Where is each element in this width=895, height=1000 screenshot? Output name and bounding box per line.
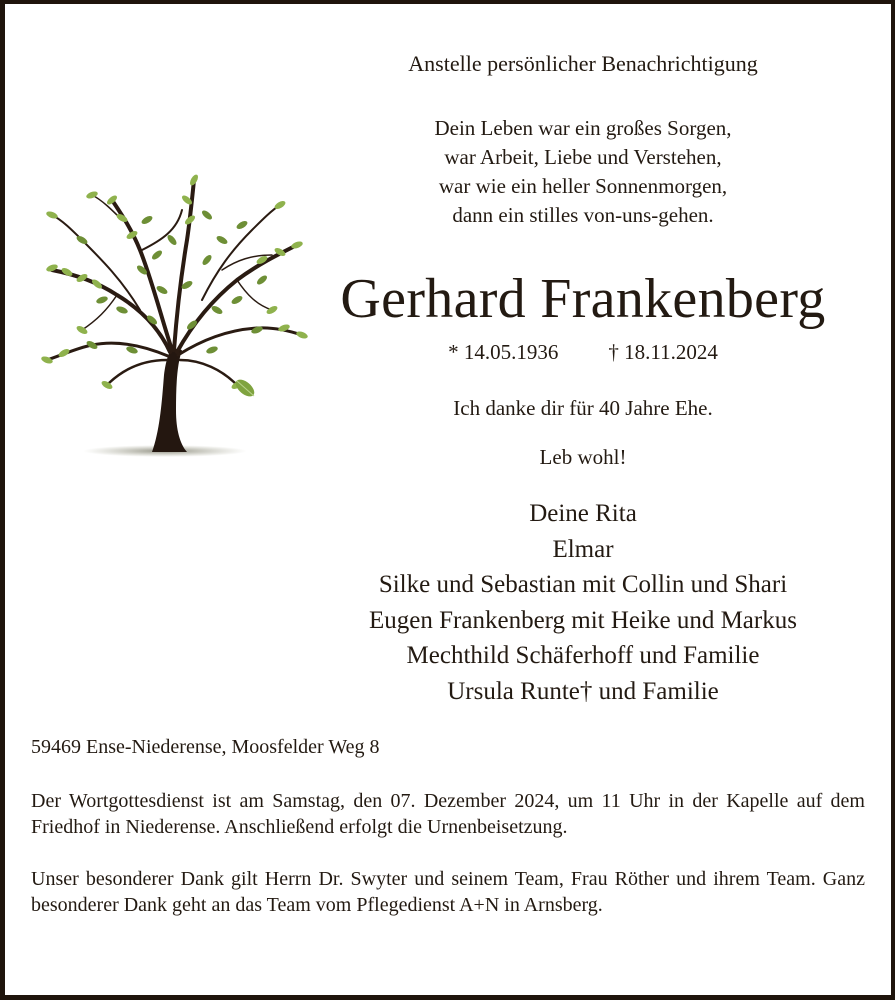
- poem-line: war wie ein heller Sonnenmorgen,: [438, 174, 728, 198]
- mourner: Eugen Frankenberg mit Heike und Markus: [369, 606, 797, 634]
- poem: [318, 114, 848, 230]
- poem-line: Dein Leben war ein großes Sorgen,: [434, 116, 732, 140]
- tree-icon: [22, 160, 322, 470]
- poem-line: war Arbeit, Liebe und Verstehen,: [444, 145, 722, 169]
- mourner: Silke und Sebastian mit Collin und Shari: [378, 571, 788, 598]
- mourner: Elmar: [552, 535, 614, 563]
- notice-heading: Anstelle persönlicher Benachrichtigung: [408, 51, 758, 76]
- mourner: Mechthild Schäferhoff und Familie: [406, 642, 760, 669]
- thanks-line: Ich danke dir für 40 Jahre Ehe.: [453, 396, 713, 420]
- farewell-line: Leb wohl!: [539, 445, 627, 469]
- death-date: † 18.11.2024: [608, 340, 718, 364]
- mourners-list: [318, 496, 848, 709]
- life-dates: [318, 337, 848, 367]
- acknowledgement: Unser besonderer Dank gilt Herrn Dr. Swyter und seinem Team, Frau Röther und ihrem Team. Ganz besonderer Dank geht an das Team vom Pflegedienst A+N in Arnsberg.: [31, 868, 865, 916]
- mourner: Deine Rita: [529, 500, 637, 527]
- mourner: Ursula Runte† und Familie: [447, 677, 719, 705]
- service-info: Der Wortgottesdienst ist am Samstag, den 07. Dezember 2024, um 11 Uhr in der Kapelle auf dem Friedhof in Niederense. Anschließend erfolgt die Urnenbeisetzung.: [31, 790, 865, 838]
- address: 59469 Ense-Niederense, Moosfelder Weg 8: [31, 736, 380, 758]
- poem-line: dann ein stilles von-uns-gehen.: [452, 203, 714, 227]
- deceased-name: Gerhard Frankenberg: [340, 268, 826, 330]
- birth-date: * 14.05.1936: [448, 340, 559, 364]
